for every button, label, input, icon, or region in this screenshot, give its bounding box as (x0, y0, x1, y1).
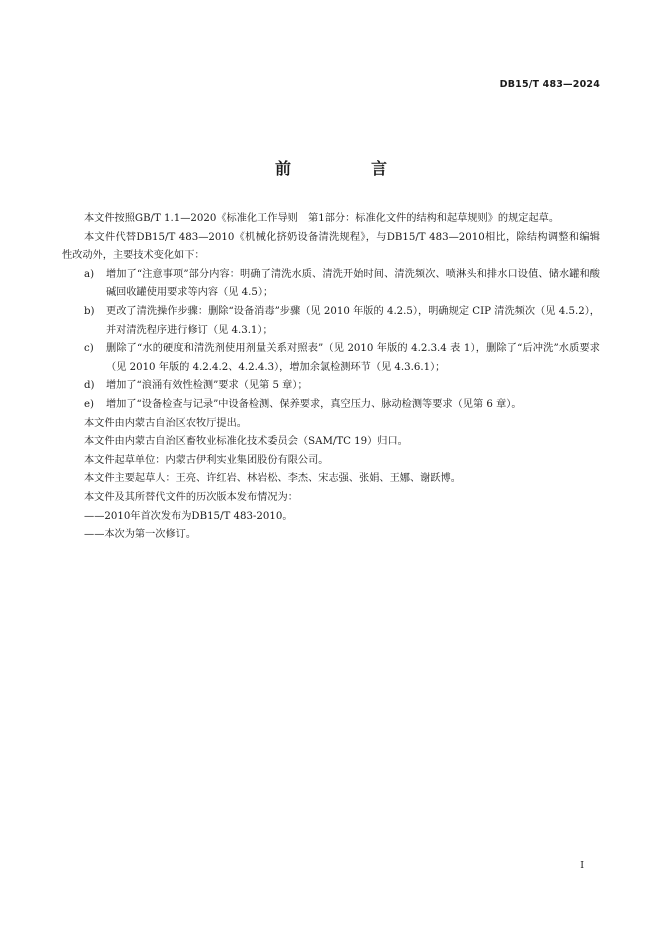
change-label: e) (84, 398, 95, 410)
paragraph-proposer: 本文件由内蒙古自治区农牧厅提出。 (84, 417, 247, 429)
change-text: 增加了“浪涌有效性检测”要求（见第 5 章）； (106, 380, 308, 392)
paragraph-replacement: 本文件代替DB15/T 483—2010《机械化挤奶设备清洗规程》，与DB15/T 483—2010相比，除结构调整和编辑性改动外，主要技术变化如下： (62, 231, 600, 262)
change-item-e (62, 396, 600, 415)
paragraph-history-intro: 本文件及其所替代文件的历次版本发布情况为： (84, 491, 298, 503)
change-text: 更改了清洗操作步骤：删除“设备消毒”步骤（见 2010 年版的 4.2.5），明确规定 CIP 清洗频次（见 4.5.2），并对清洗程序进行修订（见 4.3.1）； (106, 305, 600, 336)
page-title: 前 言 (274, 159, 419, 178)
change-text: 增加了“设备检查与记录”中设备检测、保养要求，真空压力、脉动检测等要求（见第 6 章）。 (106, 398, 522, 410)
change-text: 增加了“注意事项”部分内容：明确了清洗水质、清洗开始时间、清洗频次、喷淋头和排水口设值、储水罐和酸碱回收罐使用要求等内容（见 4.5）； (106, 268, 600, 299)
paragraph-basis: 本文件按照GB/T 1.1—2020《标准化工作导则 第1部分：标准化文件的结构和起草规则》的规定起草。 (84, 213, 560, 224)
change-label: d) (84, 380, 95, 392)
change-item-a (62, 266, 600, 303)
paragraph-drafting-unit: 本文件起草单位：内蒙古伊利实业集团股份有限公司。 (84, 454, 329, 466)
standard-code: DB15/T 483—2024 (499, 79, 600, 90)
page-number: I (580, 860, 584, 871)
paragraph-drafters: 本文件主要起草人：王亮、许红岩、林岩松、李杰、宋志强、张娟、王娜、谢跃博。 (84, 473, 461, 485)
change-text: 删除了“水的硬度和清洗剂使用剂量关系对照表”（见 2010 年版的 4.2.3.4 表 1），删除了“后冲洗”水质要求（见 2010 年版的 4.2.4.2、4.2.4.3），增加余氯检测环节（见 4.3.6.1）； (106, 343, 600, 373)
history-item: ——本次为第一次修订。 (84, 529, 197, 541)
history-item: ——2010年首次发布为DB15/T 483-2010。 (84, 510, 293, 522)
change-item-b (62, 303, 600, 340)
change-item-c (62, 340, 600, 377)
change-label: a) (84, 268, 95, 280)
change-item-d (62, 377, 600, 396)
change-label: c) (84, 343, 94, 355)
change-label: b) (84, 305, 95, 317)
paragraph-committee: 本文件由内蒙古自治区畜牧业标准化技术委员会（SAM/TC 19）归口。 (84, 436, 408, 448)
document-body (62, 210, 600, 545)
